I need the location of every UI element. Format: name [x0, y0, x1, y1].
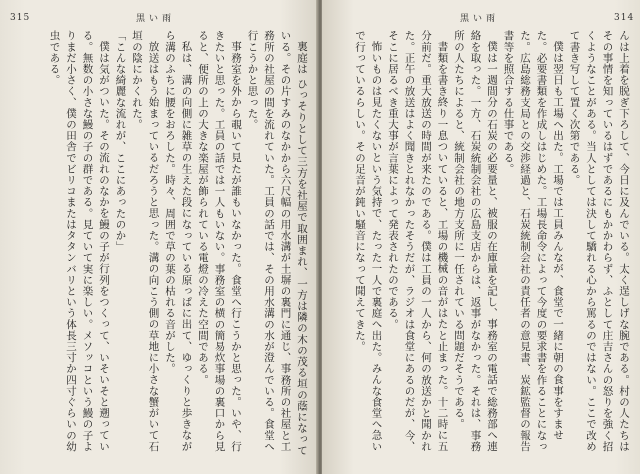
paragraph: 怖いものは見たくないという気持で、たった一人で裏庭へ出た。みんな食堂へ急いで行っているらしい。その足音が鈍い騒音になって聞えてきた。 — [354, 30, 383, 452]
paragraph: 僕は一週間分の石炭の必要量と、被服の在庫量を記し、事務室の電話で総務部へ連絡を取った。一方、石炭統制会社の広島支店からは、返事がなかった。それは、事務所の人たちによると、統制会社の地方支所に一任されている問題だそうである。 — [453, 30, 498, 452]
left-page — [0, 0, 318, 474]
paragraph: 僕は翌日も工場へ出た。工場では工員みんなが、食堂で一緒に朝の食事をすませた。必要書類を作成しはじめた。工場長命令によって今度の要求書を作ることになった。広島総務支局との交渉経過と、石炭統制会社の責任者の意見書、炭鉱監督の報告書等を照合する仕事である。 — [502, 30, 564, 452]
page-number-right: 314 — [614, 13, 635, 23]
running-head-left: 黒い雨 — [136, 14, 176, 24]
page-number-left: 315 — [10, 13, 31, 23]
paragraph: 僕は気がついた。その流れのなかを鰻の子が行列をつくって、いそいそと遡っている。無数の小さな鰻の子の群である。見ていて実に楽しい。メソッコという鰻の子よりまだ小さく、僕の田舎でビリコまたはタタンバリという体長三寸か四寸ぐらいの幼虫である。 — [48, 30, 110, 452]
right-page — [322, 0, 640, 474]
running-head-right: 黒い雨 — [460, 14, 500, 24]
paragraph: 私は、溝の向側に雑草の生えた段になっている原っぱに出て、ゆっくりと歩きながら溝のふちに腰をおろした。時々、周囲で草の葉の枯れる音がした。 — [164, 30, 193, 452]
paragraph: 放送はもう始まっているだろうと思った。溝の向こう側の草地に小さな蟹がいて石垣の陰にかくれた。 — [131, 30, 160, 452]
paragraph: 事務室を外から覗いて見たが誰もいなかった。食堂へ行こうかと思った。いや、行きたいと思った。工員の話では一人もいない。事務室の横の簡易炊事場の裏口から見ると、便所の上の大きな楽屋が飾られている電燈の冷えた空間である。 — [197, 30, 242, 452]
dialogue-line: 「こんな綺麗な流れが、ここにあったのか」 — [114, 30, 127, 252]
left-page-body — [12, 30, 310, 460]
paragraph: んは上着を脱ぎ下ろして、今日に及んでいる。太く逞しげな腕である。村の人たちはその事情を知っているはずであるにもかかわらず、ふとして庄吉さんの怒りを強く招くようなことがある。当人としては決して驕れる心から罵るのではない。ここで改めて書き写して置く次第である。 — [568, 30, 630, 452]
paragraph: 書類を書き終り一息ついていると、工場の機械の音がはたと止まった。十二時に五分前だ。重大放送の時間が来たのである。僕は工員の一人から、何の放送かと聞かれた。正午の放送はよく聞きとれなかったそうだが、ラジオは食堂にあるのだが、今、そこに居るべき重大事が言葉によって発表されたのである。 — [387, 30, 449, 452]
right-page-body — [342, 30, 632, 460]
paragraph: 裏庭は ひっそりとして三方を社屋で取囲まれ、一方は隣の木の茂る垣の蔭になっている。その片すみのなかから六尺幅の用水溝が土塀の裏門に通じ、事務所の社屋と工務所の社屋の間を流れていた。工員の話では、その用水溝の水が澄んでいる。食堂へ行こうかと思った。 — [246, 30, 308, 456]
